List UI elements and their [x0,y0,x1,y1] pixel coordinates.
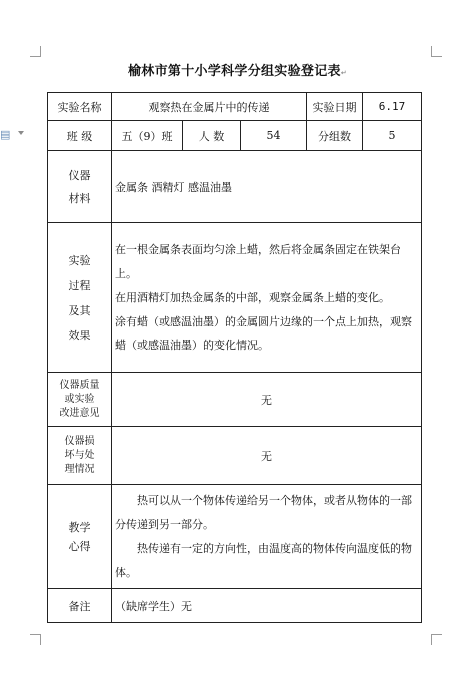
damage-label [48,427,112,485]
process-label-line: 效果 [68,328,91,342]
row-process [48,223,422,373]
quality-label-line: 改进意见 [59,407,100,419]
row-damage [48,427,422,485]
class-label: 班 级 [48,121,112,151]
equipment-label [48,151,112,223]
margin-mark-top-left [30,46,41,57]
quality-value[interactable]: 无 [112,373,422,427]
quality-label [48,373,112,427]
remarks-value[interactable]: （缺席学生）无 [112,589,422,623]
process-label [48,223,112,373]
damage-label-line: 仪器损 [64,435,95,447]
class-value[interactable]: 五（9）班 [112,121,183,151]
row-equipment [48,151,422,223]
process-paragraph: 涂有蜡（或感温油墨）的金属圆片边缘的一个点上加热，观察蜡（或感温油墨）的变化情况。 [115,314,412,352]
teaching-label [48,485,112,589]
row-teaching [48,485,422,589]
remarks-label: 备注 [48,589,112,623]
process-paragraph: 在用酒精灯加热金属条的中部，观察金属条上蜡的变化。 [115,290,390,304]
page-title: 榆林市第十小学科学分组实验登记表↵ [128,64,347,79]
margin-mark-top-right [431,46,442,57]
row-quality [48,373,422,427]
quality-label-line: 仪器质量 [59,379,100,391]
teaching-paragraph: 热可以从一个物体传递给另一个物体，或者从物体的一部分传递到另一部分。 [115,493,412,531]
record-table [47,92,422,623]
row-remarks [48,589,422,623]
damage-value[interactable]: 无 [112,427,422,485]
damage-label-line: 坏与处 [64,449,95,461]
layout-options-icon[interactable]: ▤ [0,128,11,141]
equipment-label-line: 材料 [68,191,91,205]
teaching-paragraph: 热传递有一定的方向性，由温度高的物体传向温度低的物体。 [115,541,412,579]
experiment-name-label: 实验名称 [48,93,112,121]
equipment-label-line: 仪器 [68,168,91,182]
damage-label-line: 理情况 [64,463,95,475]
headcount-label: 人 数 [183,121,241,151]
teaching-value[interactable] [112,485,422,589]
process-label-line: 过程 [68,278,91,292]
groups-label: 分组数 [307,121,363,151]
chevron-down-icon[interactable] [18,131,24,135]
row-class-info [48,121,422,151]
headcount-value[interactable]: 54 [241,121,307,151]
process-label-line: 实验 [68,253,91,267]
process-paragraph: 在一根金属条表面均匀涂上蜡，然后将金属条固定在铁架台上。 [115,242,401,280]
date-value[interactable]: 6.17 [363,93,422,121]
quality-label-line: 或实验 [64,393,95,405]
process-label-line: 及其 [68,303,91,317]
margin-mark-bottom-right [431,634,442,645]
teaching-label-line: 教学 [68,520,91,534]
margin-mark-bottom-left [30,634,41,645]
date-label: 实验日期 [307,93,363,121]
groups-value[interactable]: 5 [363,121,422,151]
row-experiment-name [48,93,422,121]
experiment-name-value[interactable]: 观察热在金属片中的传递 [112,93,307,121]
equipment-value[interactable]: 金属条 酒精灯 感温油墨 [112,151,422,223]
process-value[interactable] [112,223,422,373]
teaching-label-line: 心得 [68,539,91,553]
